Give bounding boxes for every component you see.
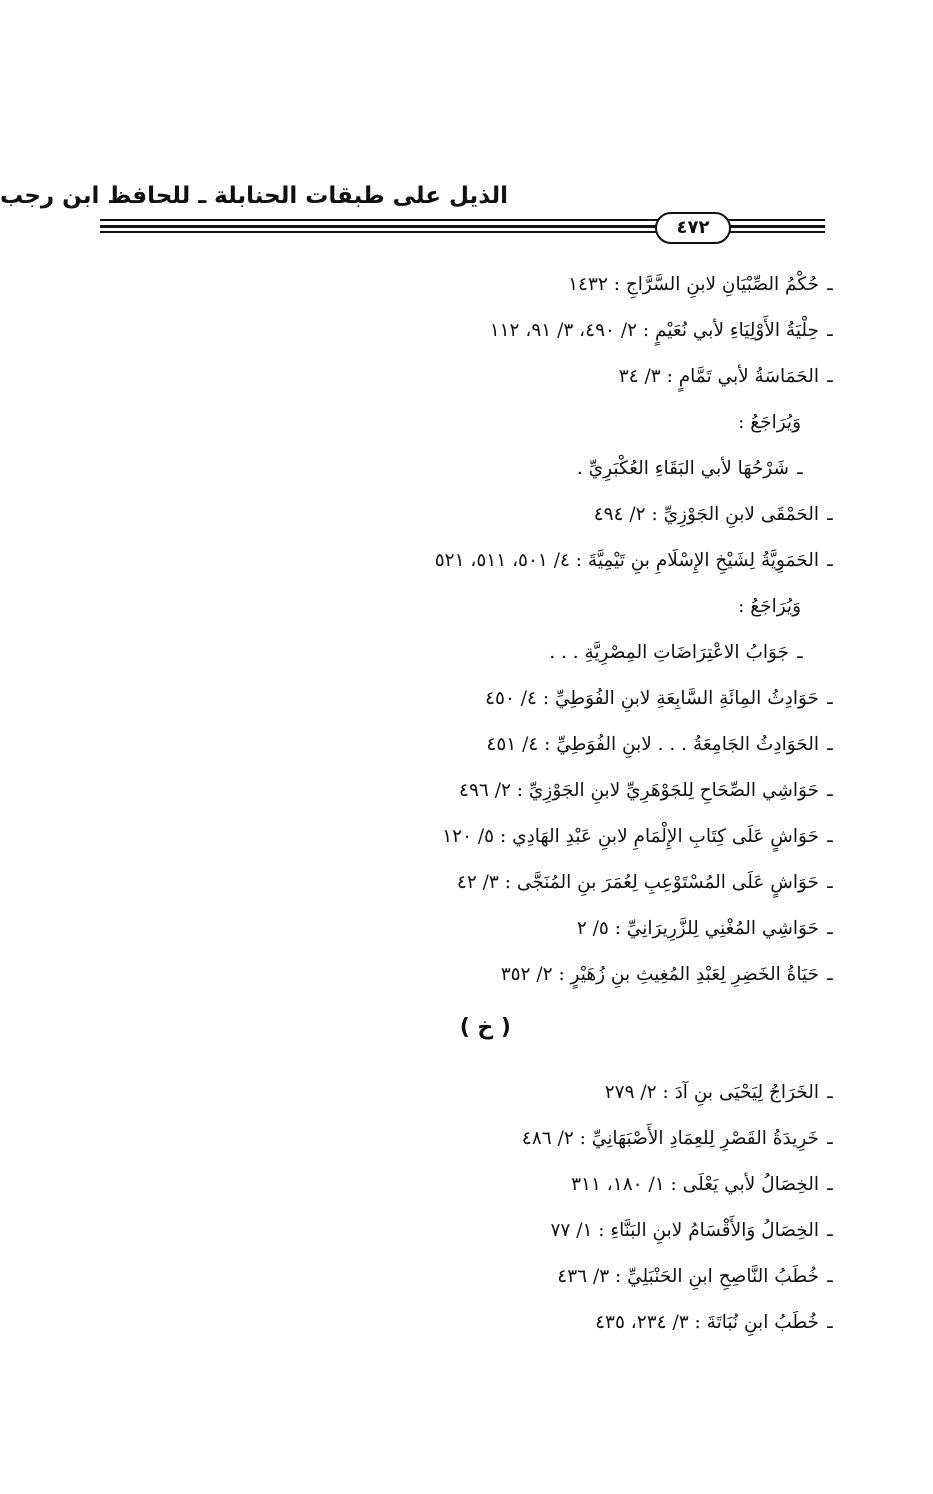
index-entry [421,1162,841,1208]
index-entry [421,538,841,584]
entry-dash: ـ [827,274,833,295]
entry-dash: ـ [827,1082,833,1103]
entry-dash: ـ [827,366,833,387]
entry-dash: ـ [827,734,833,755]
index-entry [421,906,841,952]
index-entry [421,308,841,354]
index-entry [421,1116,841,1162]
entry-text: حَيَاةُ الخَضِرِ لِعَبْدِ المُغِيثِ بنِ زُهَيْرٍ : ٢/ ٣٥٢ [500,964,819,985]
entry-text: الحَمَوِيَّةُ لِشَيْخِ الإِسْلَامِ بنِ تَيْمِيَّةَ : ٤/ ٥٠١، ٥١١، ٥٢١ [434,550,819,571]
entry-text: حَوَاشٍ عَلَى المُسْتَوْعِبِ لِعُمَرَ بنِ المُنَجَّى : ٣/ ٤٢ [456,872,819,893]
index-subentry [421,446,841,492]
entry-text: حَوَاشٍ عَلَى كِتَابِ الإِلْمَامِ لابنِ عَبْدِ الهَادِي : ٥/ ١٢٠ [442,826,819,847]
page-number-badge: ٤٧٢ [655,212,731,244]
entry-dash: ـ [827,872,833,893]
entry-text: الحَوَادِثُ الجَامِعَةُ . . . لابنِ الفُوَطِيِّ : ٤/ ٤٥١ [486,734,819,755]
entry-dash: ـ [827,550,833,571]
index-entry [421,722,841,768]
index-entry [421,354,841,400]
letter-heading-kha: ( خ ) [459,1015,511,1040]
index-entry [421,952,841,998]
index-entry [421,814,841,860]
entry-text: حِلْيَةُ الأَوْلِيَاءِ لأبي نُعَيْمٍ : ٢/ ٤٩٠، ٣/ ٩١، ١١٢ [489,320,819,341]
entry-text: خَرِيدَةُ القَصْرِ لِلعِمَادِ الأَصْبَهَانِيِّ : ٢/ ٤٨٦ [521,1128,819,1149]
entry-text: حَوَادِثُ المِائَةِ السَّابِعَةِ لابنِ الفُوَطِيِّ : ٤/ ٤٥٠ [485,688,819,709]
index-entry [421,1208,841,1254]
entry-dash: ـ [827,1312,833,1333]
entry-dash: ـ [827,1220,833,1241]
entry-dash: ـ [827,780,833,801]
index-entry [421,1254,841,1300]
index-entry [421,1070,841,1116]
entry-text: خُطَبُ ابنِ نُبَاتَةَ : ٣/ ٢٣٤، ٤٣٥ [595,1312,819,1333]
entry-text: الخِصَالُ وَالأَقْسَامُ لابنِ البَنَّاءِ : ١/ ٧٧ [550,1220,819,1241]
entry-dash: ـ [827,320,833,341]
entry-text: الحَمْقَى لابنِ الجَوْزِيِّ : ٢/ ٤٩٤ [593,504,819,525]
entry-text: الخِصَالُ لأبي يَعْلَى : ١/ ١٨٠، ٣١١ [571,1174,819,1195]
entry-dash: ـ [797,642,803,663]
entry-text: شَرْحُهَا لأبي البَقَاءِ العُكْبَرِيِّ . [576,458,789,479]
entry-dash: ـ [827,1266,833,1287]
entry-dash: ـ [827,1174,833,1195]
see-also-note [421,400,841,446]
entry-text: جَوَابُ الاعْتِرَاضَاتِ المِصْرِيَّةِ . . . [549,642,789,663]
entry-dash: ـ [797,458,803,479]
entry-text: الحَمَاسَةُ لأبي تَمَّامٍ : ٣/ ٣٤ [618,366,819,387]
index-entry [421,860,841,906]
index-entry [421,492,841,538]
entry-text: وَيُرَاجَعُ : [738,596,801,617]
index-entry [421,768,841,814]
entry-dash: ـ [827,826,833,847]
see-also-note [421,584,841,630]
entry-dash: ـ [827,504,833,525]
running-header-title: الذيل على طبقات الحنابلة ـ للحافظ ابن رجب [0,183,508,209]
entry-dash: ـ [827,688,833,709]
entry-dash: ـ [827,918,833,939]
entry-text: الخَرَاجُ لِيَحْيَى بنِ آدَ : ٢/ ٢٧٩ [604,1082,819,1103]
entry-text: حَوَاشِي المُغْنِي لِلزَّرِيرَانِيِّ : ٥/ ٢ [576,918,819,939]
entry-text: خُطَبُ النَّاصِحِ ابنِ الحَنْبَلِيِّ : ٣/ ٤٣٦ [557,1266,819,1287]
entry-text: حُكْمُ الصِّبْيَانِ لابنِ السَّرَّاجِ : ١٤٣٢ [568,274,819,295]
index-entry [421,262,841,308]
index-entries [421,262,841,1346]
index-subentry [421,630,841,676]
entry-text: وَيُرَاجَعُ : [738,412,801,433]
entry-text: حَوَاشِي الصِّحَاحِ لِلجَوْهَرِيِّ لابنِ الجَوْزِيِّ : ٢/ ٤٩٦ [459,780,819,801]
index-entry [421,676,841,722]
entry-dash: ـ [827,1128,833,1149]
entry-dash: ـ [827,964,833,985]
index-entry [421,1300,841,1346]
